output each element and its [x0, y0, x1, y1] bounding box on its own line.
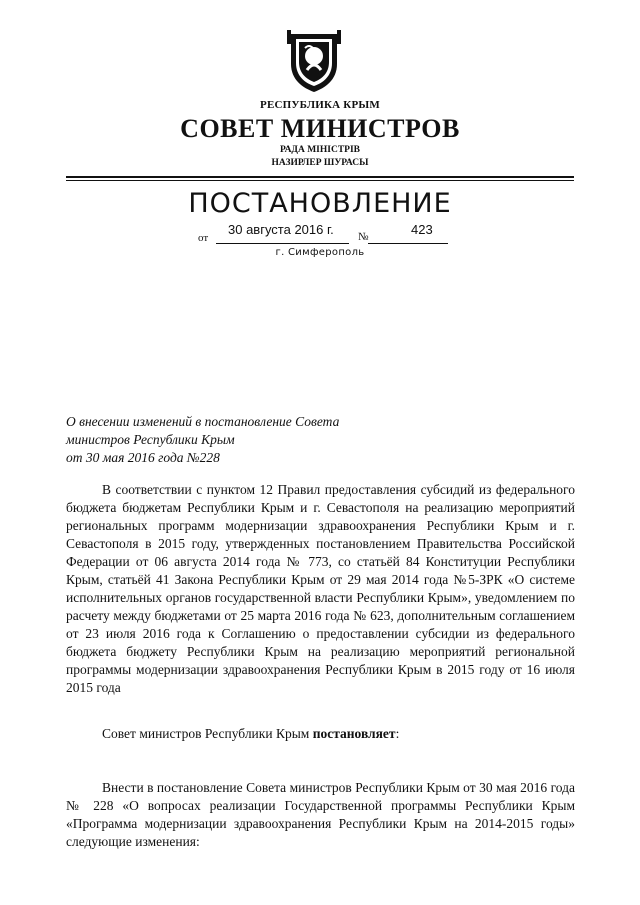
number-sign: № [358, 231, 369, 243]
decree-title: ПОСТАНОВЛЕНИЕ [188, 188, 452, 219]
header-divider-thick [66, 176, 574, 178]
decree-city: г. Симферополь [275, 247, 365, 258]
decree-date-line [198, 222, 448, 246]
resolution-keyword: постановляет [312, 726, 396, 741]
resolution-punct: : [395, 726, 400, 741]
number-underline [368, 243, 448, 244]
subject-line: О внесении изменений в постановление Совета [66, 414, 340, 429]
decree-number: 423 [411, 222, 433, 237]
resolution-paragraph [66, 725, 575, 743]
council-title-ukr: РАДА МІНІСТРІВ [279, 145, 360, 155]
decree-date: 30 августа 2016 г. [228, 222, 334, 237]
amendment-paragraph: Внести в постановление Совета министров Республики Крым от 30 мая 2016 года № 228 «О вопросах реализации Государственной программы Республики Крым «Программа модернизации здравоохранения Республики Крым на 2014-2015 годы» следующие изменения: [66, 780, 575, 849]
republic-name: РЕСПУБЛИКА КРЫМ [260, 99, 380, 111]
council-title: СОВЕТ МИНИСТРОВ [180, 114, 460, 143]
resolution-text: Совет министров Республики Крым [102, 726, 313, 741]
header-divider-thin [66, 180, 574, 181]
date-underline [216, 243, 349, 244]
decree-subject [66, 413, 339, 467]
subject-line: министров Республики Крым [66, 432, 235, 447]
crimea-coat-of-arms-icon [287, 30, 341, 94]
council-title-tat: НАЗИРЛЕР ШУРАСЫ [271, 158, 369, 168]
date-prefix: от [198, 232, 209, 244]
preamble-paragraph: В соответствии с пунктом 12 Правил предоставления субсидий из федерального бюджета бюджетам Республики Крым и г. Севастополя на реализацию мероприятий региональных программ модернизации здравоохранения Республики Крым и г. Севастополя в 2015 году, утвержденных постановлением Правительства Российской Федерации от 06 августа 2014 года № 773, со статьёй 84 Конституции Республики Крым, статьёй 41 Закона Республики Крым от 29 мая 2014 года №5-ЗРК «О системе исполнительных органов государственной власти Республики Крым», уведомлением по расчету между бюджетами от 25 марта 2016 года № 623, дополнительным соглашением от 23 июля 2016 года к Соглашению о предоставлении субсидии из федерального бюджета бюджету Республики Крым на реализацию мероприятий региональной программы модернизации здравоохранения Республики Крым в 2015 году от 16 июля 2015 года [66, 482, 575, 695]
subject-line: от 30 мая 2016 года №228 [66, 450, 220, 465]
